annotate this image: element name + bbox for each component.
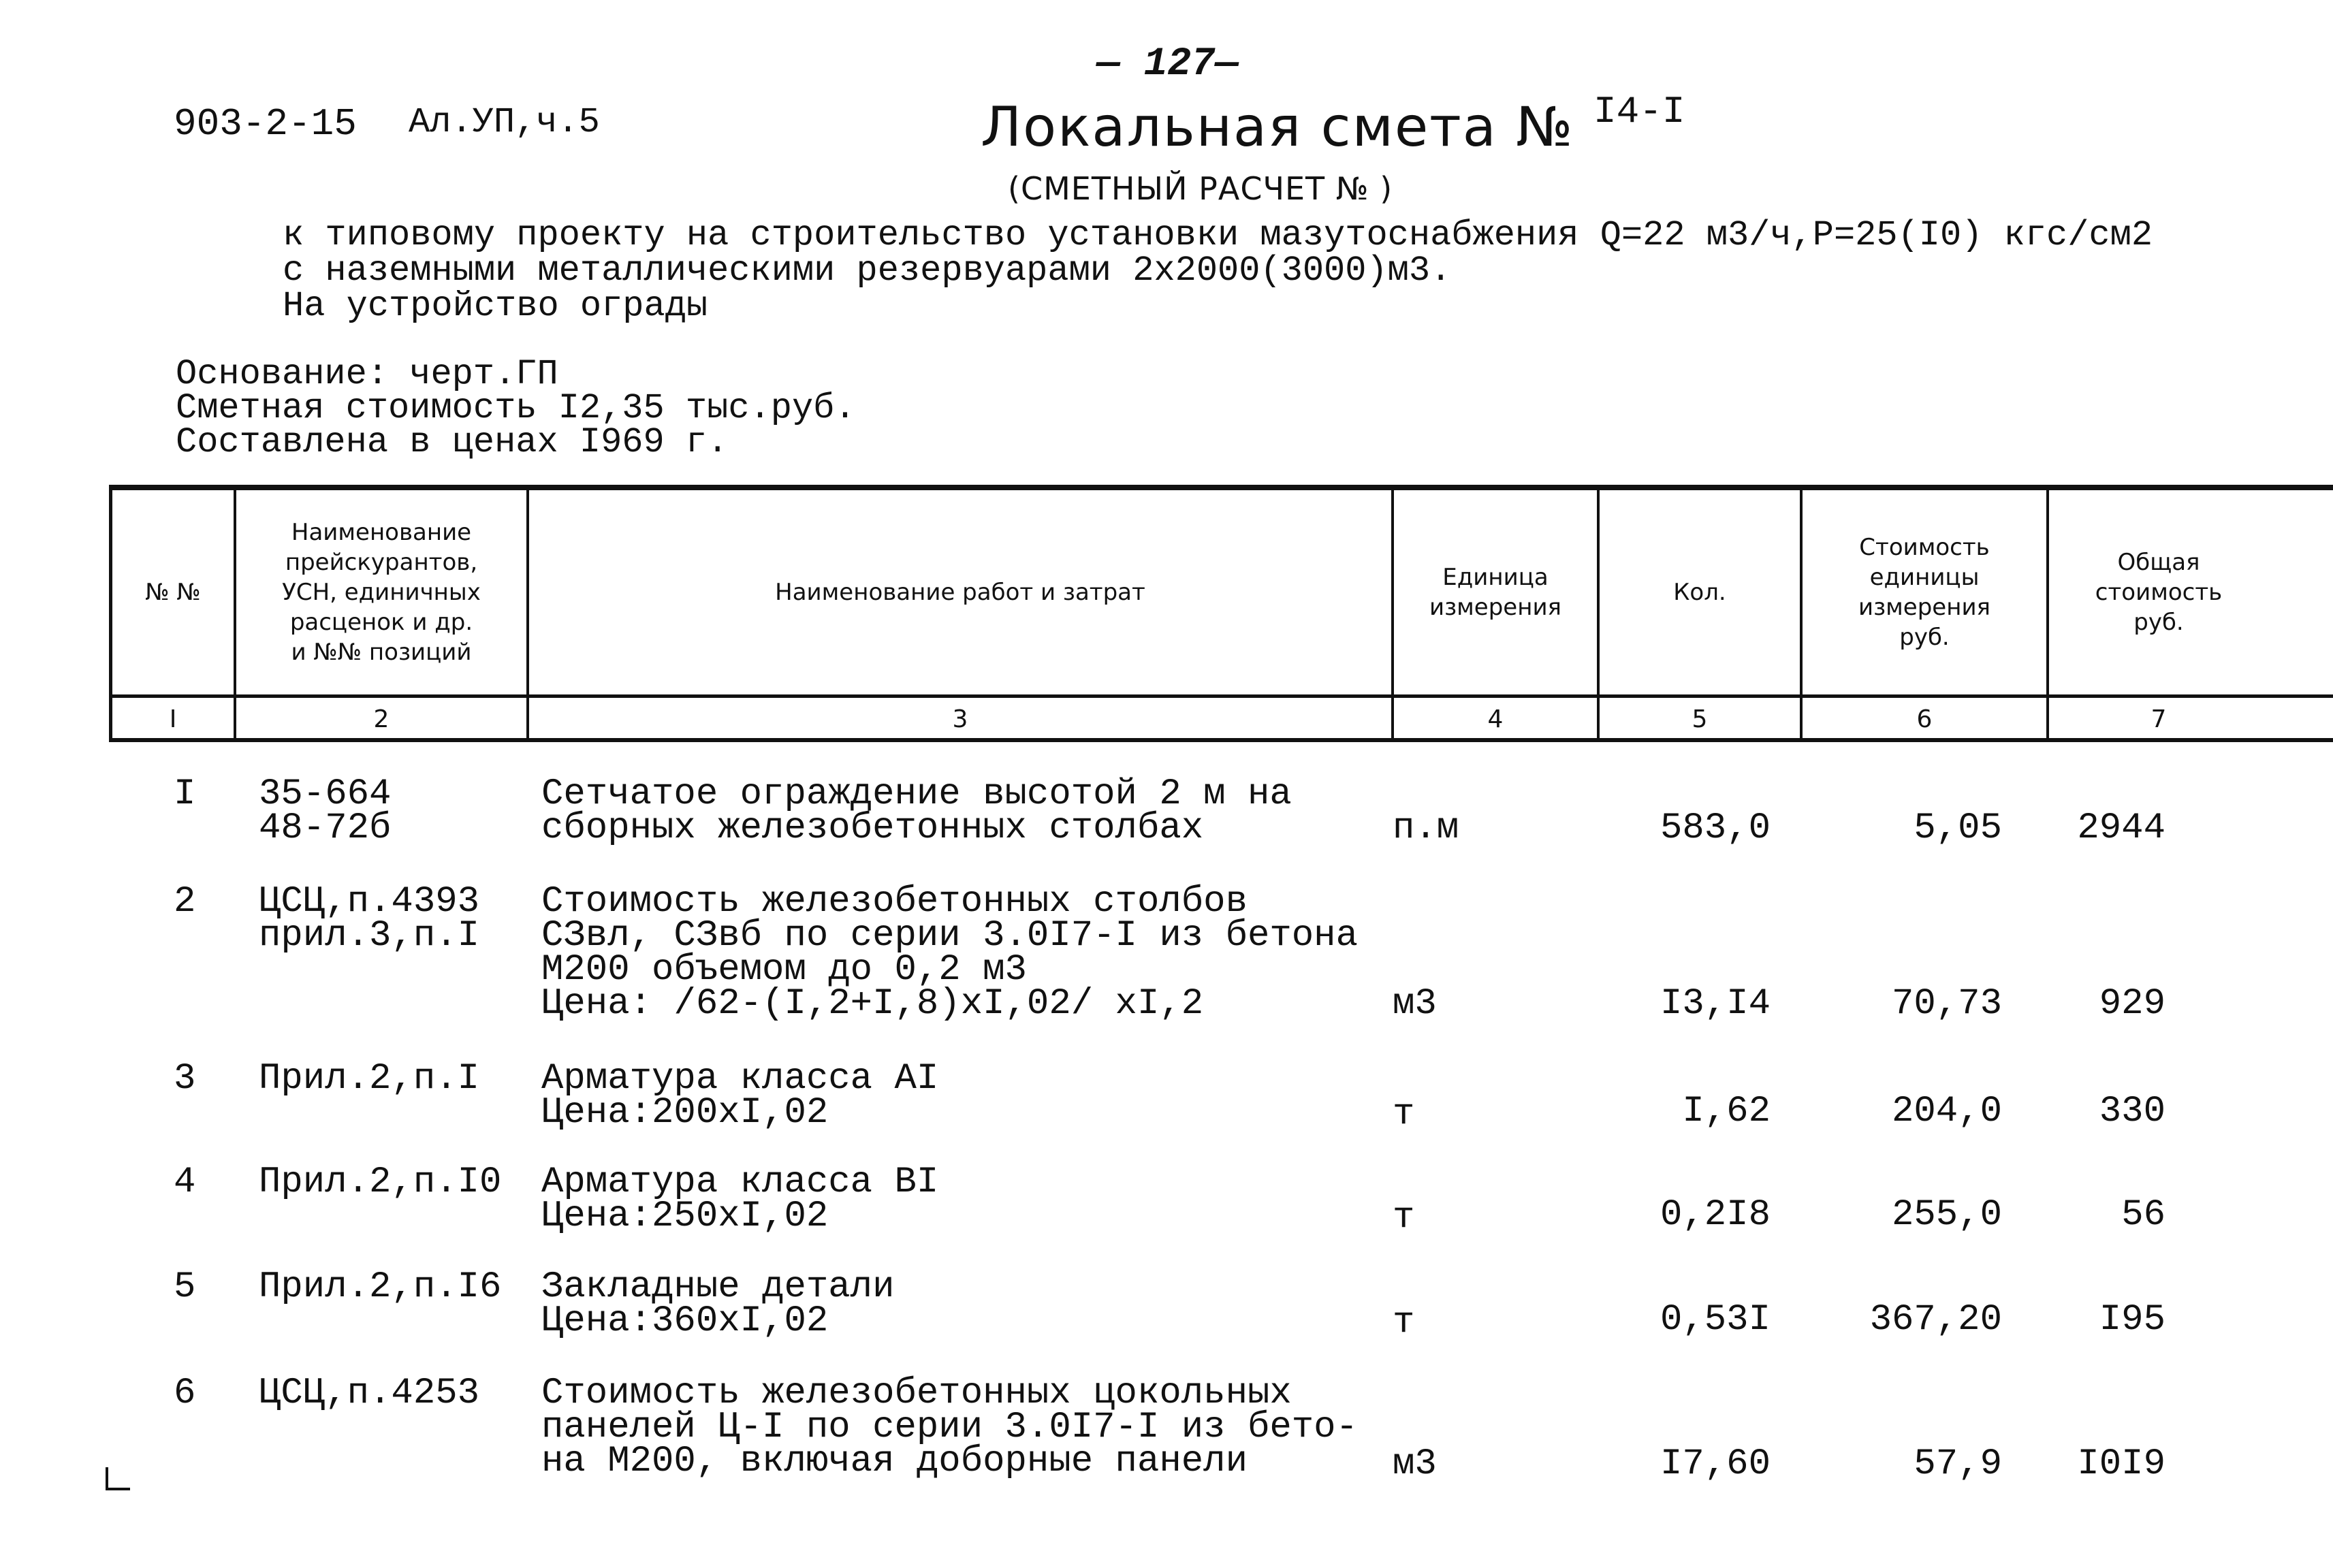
column-number-label: 2 xyxy=(373,705,390,733)
row-total: 330 xyxy=(2099,1091,2165,1132)
row-number: 3 xyxy=(174,1058,196,1100)
row-number: 4 xyxy=(174,1162,196,1203)
row-quantity: 0,2I8 xyxy=(1660,1194,1771,1236)
page-title: Локальная смета № xyxy=(981,95,1574,159)
header-number: № № xyxy=(145,579,201,606)
row-total: 56 xyxy=(2121,1194,2165,1236)
row-quantity: 583,0 xyxy=(1660,807,1771,849)
row-unit: т xyxy=(1393,1093,1415,1135)
header-quantity: Кол. xyxy=(1673,579,1726,606)
column-number-label: 3 xyxy=(952,705,968,733)
row-quantity: I7,60 xyxy=(1660,1443,1771,1485)
row-total: I95 xyxy=(2099,1299,2165,1341)
estimate-table-header xyxy=(109,485,2333,742)
row-unit: т xyxy=(1393,1302,1415,1343)
row-price-code: ЦСЦ,п.4253 xyxy=(259,1373,480,1414)
page-number: — 127— xyxy=(1096,42,1239,86)
row-unit: п.м xyxy=(1393,807,1459,849)
corner-crop-mark xyxy=(106,1467,130,1490)
header-price-reference: Наименование прейскурантов, УСН, единичных расценок и др. и №№ позиций xyxy=(282,519,481,666)
row-number: 2 xyxy=(174,881,196,923)
project-description-line-2: с наземными металлическими резервуарами 2х2000(3000)м3. xyxy=(283,251,1452,291)
row-unit-price: 57,9 xyxy=(1914,1443,2002,1485)
row-price-code: 35-664 48-72б xyxy=(259,773,392,849)
row-unit: м3 xyxy=(1393,983,1437,1025)
estimated-cost-line: Сметная стоимость I2,35 тыс.руб. xyxy=(176,388,856,428)
row-unit: т xyxy=(1393,1197,1415,1238)
row-quantity: I,62 xyxy=(1682,1091,1771,1132)
row-work-name: Стоимость железобетонных цокольных панелей Ц-I по серии 3.0I7-I из бето- на М200, включая доборные панели xyxy=(541,1373,1358,1482)
row-unit-price: 70,73 xyxy=(1891,983,2002,1025)
row-total: I0I9 xyxy=(2077,1443,2165,1485)
row-unit-price: 367,20 xyxy=(1869,1299,2002,1341)
row-work-name: Стоимость железобетонных столбов СЗвл, СЗвб по серии 3.0I7-I из бетона М200 объемом до 0,2 м3 Цена: /62-(I,2+I,8)хI,02/ хI,2 xyxy=(541,881,1358,1025)
header-unit-cost: Стоимость единицы измерения руб. xyxy=(1858,534,1991,651)
row-total: 929 xyxy=(2099,983,2165,1025)
basis-line: Основание: черт.ГП xyxy=(176,354,558,394)
row-work-name: Арматура класса АI Цена:200хI,02 xyxy=(541,1058,939,1134)
row-unit: м3 xyxy=(1393,1443,1437,1485)
column-number-label: 5 xyxy=(1692,705,1708,733)
row-work-name: Закладные детали Цена:360хI,02 xyxy=(541,1266,895,1342)
row-price-code: Прил.2,п.I0 xyxy=(259,1162,502,1203)
estimate-number: I4-I xyxy=(1593,90,1685,133)
row-price-code: Прил.2,п.I xyxy=(259,1058,480,1100)
project-description-line-3: На устройство ограды xyxy=(283,286,708,326)
document-code: 903-2-15 xyxy=(174,102,357,146)
row-quantity: 0,53I xyxy=(1660,1299,1771,1341)
column-number-label: I xyxy=(169,705,177,733)
album-reference: Ал.УП,ч.5 xyxy=(409,102,600,142)
row-total: 2944 xyxy=(2077,807,2165,849)
row-work-name: Арматура класса ВI Цена:250хI,02 xyxy=(541,1162,939,1237)
row-unit-price: 204,0 xyxy=(1891,1091,2002,1132)
project-description-line-1: к типовому проекту на строительство установки мазутоснабжения Q=22 м3/ч,P=25(I0) кгс/см2 xyxy=(283,215,2153,255)
row-unit-price: 255,0 xyxy=(1891,1194,2002,1236)
row-number: 6 xyxy=(174,1373,196,1414)
row-number: 5 xyxy=(174,1266,196,1308)
row-unit-price: 5,05 xyxy=(1914,807,2002,849)
row-work-name: Сетчатое ограждение высотой 2 м на сборных железобетонных столбах xyxy=(541,773,1292,849)
row-number: I xyxy=(174,773,196,815)
column-number-label: 4 xyxy=(1487,705,1504,733)
row-quantity: I3,I4 xyxy=(1660,983,1771,1025)
price-level-line: Составлена в ценах I969 г. xyxy=(176,422,729,462)
header-total-cost: Общая стоимость руб. xyxy=(2095,549,2223,636)
header-work-name: Наименование работ и затрат xyxy=(775,579,1145,606)
column-number-label: 6 xyxy=(1916,705,1933,733)
row-price-code: ЦСЦ,п.4393 прил.3,п.I xyxy=(259,881,480,957)
column-number-label: 7 xyxy=(2151,705,2167,733)
header-unit: Единица измерения xyxy=(1429,564,1562,621)
row-price-code: Прил.2,п.I6 xyxy=(259,1266,502,1308)
page-subtitle: (СМЕТНЫЙ РАСЧЕТ № ) xyxy=(1008,170,1393,207)
